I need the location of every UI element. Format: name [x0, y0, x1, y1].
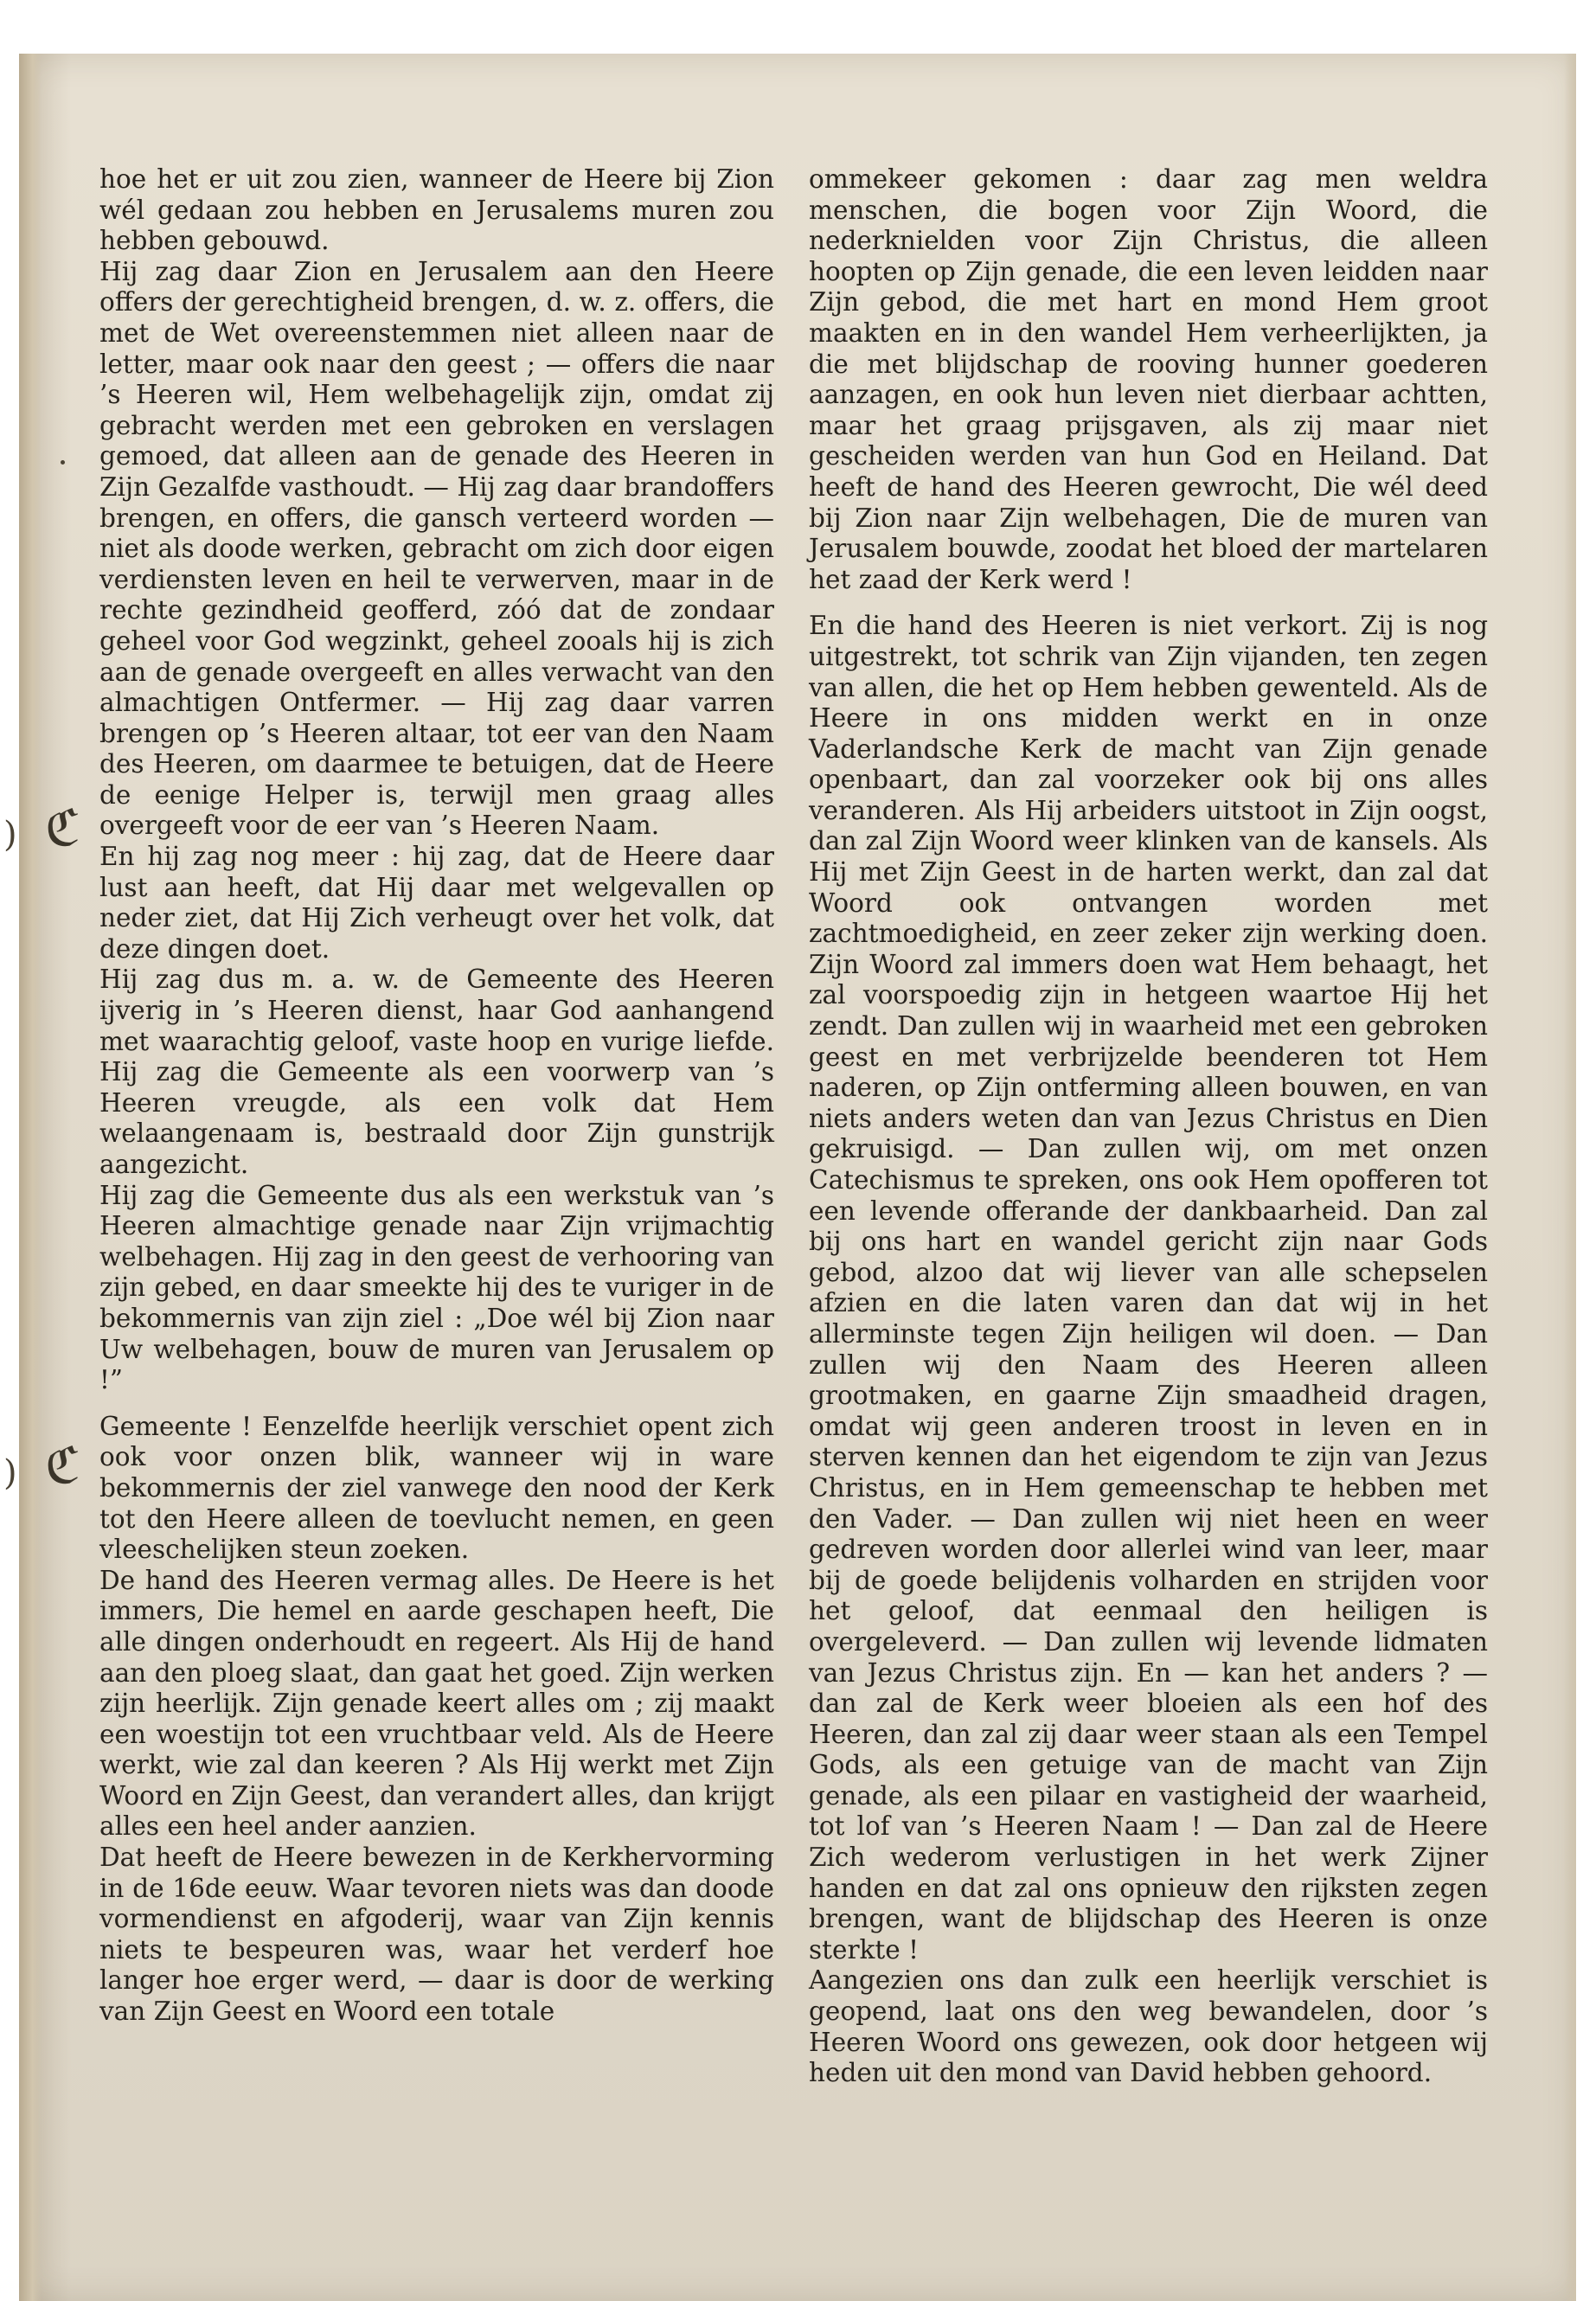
left-column: [99, 164, 774, 2028]
paragraph: Hij zag daar Zion en Jerusalem aan den Heere offers der gerechtigheid brengen, d. w. z. offers, die met de Wet overeenstemmen niet alleen naar de letter, maar ook naar den geest ; — offers die naar ’s Heeren wil, Hem welbehagelijk zijn, omdat zij gebracht werden met een gebroken en verslagen gemoed, dat alleen aan de genade des Heeren in Zijn Gezalfde vasthoudt. — Hij zag daar brandoffers brengen, en offers, die gansch verteerd worden — niet als doode werken, gebracht om zich door eigen verdiensten leven en heil te verwerven, maar in de rechte gezindheid geofferd, zóó dat de zondaar geheel voor God wegzinkt, geheel zooals hij is zich aan de genade overgeeft en alles verwacht van den almachtigen Ontfermer. — Hij zag daar varren brengen op ’s Heeren altaar, tot eer van den Naam des Heeren, om daarmee te betuigen, dat de Heere de eenige Helper is, terwijl men graag alles overgeeft voor de eer van ’s Heeren Naam.: [99, 256, 774, 841]
paragraph: Dat heeft de Heere bewezen in de Kerkhervorming in de 16de eeuw. Waar tevoren niets was dan doode vormendienst en afgoderij, waar van Zijn kennis niets te bespeuren was, waar het verderf hoe langer hoe erger werd, — daar is door de werking van Zijn Geest en Woord een totale: [99, 1843, 774, 2027]
scan-top-band: [0, 0, 1596, 54]
paragraph: Hij zag die Gemeente dus als een werkstuk van ’s Heeren almachtige genade naar Zijn vrijmachtig welbehagen. Hij zag in den geest de verhooring van zijn gebed, en daar smeekte hij des te vuriger in de bekommernis van zijn ziel : „Doe wél bij Zion naar Uw welbehagen, bouw de muren van Jerusalem op !”: [99, 1180, 774, 1395]
margin-paren-2: ): [3, 1453, 17, 1493]
margin-mark-1: ℭ: [45, 798, 80, 857]
paragraph: ommekeer gekomen : daar zag men weldra menschen, die bogen voor Zijn Woord, die nederknielden voor Zijn Christus, die alleen hoopten op Zijn genade, die een leven leidden naar Zijn gebod, die met hart en mond Hem groot maakten en in den wandel Hem verheerlijkten, ja die met blijdschap de rooving hunner goederen aanzagen, en ook hun leven niet dierbaar achtten, maar het graag prijsgaven, als zij maar niet gescheiden werden van hun God en Heiland. Dat heeft de hand des Heeren gewrocht, Die wél deed bij Zion naar Zijn welbehagen, Die de muren van Jerusalem bouwde, zoodat het bloed der martelaren het zaad der Kerk werd !: [809, 164, 1488, 594]
paragraph: De hand des Heeren vermag alles. De Heere is het immers, Die hemel en aarde geschapen heeft, Die alle dingen onderhoudt en regeert. Als Hij de hand aan den ploeg slaat, dan gaat het goed. Zijn werken zijn heerlijk. Zijn genade keert alles om ; zij maakt een woestijn tot een vruchtbaar veld. Als de Heere werkt, wie zal dan keeren ? Als Hij werkt met Zijn Woord en Zijn Geest, dan verandert alles, dan krijgt alles een heel ander aanzien.: [99, 1565, 774, 1842]
margin-dot: [61, 460, 65, 465]
margin-paren-1: ): [3, 815, 17, 855]
paragraph: Aangezien ons dan zulk een heerlijk verschiet is geopend, laat ons den weg bewandelen, door ’s Heeren Woord ons gewezen, ook door hetgeen wij heden uit den mond van David hebben gehoord.: [809, 1965, 1488, 2088]
page-spine-shadow: [19, 54, 42, 2301]
margin-mark-2: ℭ: [45, 1436, 80, 1495]
paragraph: En die hand des Heeren is niet verkort. Zij is nog uitgestrekt, tot schrik van Zijn vijanden, ten zegen van allen, die het op Hem hebben gewenteld. Als de Heere in ons midden werkt en in onze Vaderlandsche Kerk de macht van Zijn genade openbaart, dan zal voorzeker ook bij ons alles veranderen. Als Hij arbeiders uitstoot in Zijn oogst, dan zal Zijn Woord weer klinken van de kansels. Als Hij met Zijn Geest in de harten werkt, dan zal dat Woord ook ontvangen worden met zachtmoedigheid, en zeer zeker zijn werking doen. Zijn Woord zal immers doen wat Hem behaagt, het zal voorspoedig zijn in hetgeen waartoe Hij het zendt. Dan zullen wij in waarheid met een gebroken geest en met verbrijzelde beenderen tot Hem naderen, op Zijn ontferming alleen bouwen, en van niets anders weten dan van Jezus Christus en Dien gekruisigd. — Dan zullen wij, om met onzen Catechismus te spreken, ons ook Hem opofferen tot een levende offerande der dankbaarheid. Dan zal bij ons hart en wandel gericht zijn naar Gods gebod, alzoo dat wij liever van alle schepselen afzien en die laten varen dan dat wij in het allerminste tegen Zijn heiligen wil doen. — Dan zullen wij den Naam des Heeren alleen grootmaken, en gaarne Zijn smaadheid dragen, omdat wij geen anderen troost in leven en in sterven kennen dan het eigendom te zijn van Jezus Christus, en in Hem gemeenschap te hebben met den Vader. — Dan zullen wij niet heen en weer gedreven worden door allerlei wind van leer, maar bij de goede belijdenis volharden en strijden voor het geloof, dat eenmaal den heiligen is overgeleverd. — Dan zullen wij levende lidmaten van Jezus Christus zijn. En — kan het anders ? — dan zal de Kerk weer bloeien als een hof des Heeren, dan zal zij daar weer staan als een Tempel Gods, als een getuige van de macht van Zijn genade, als een pilaar en vastigheid der waarheid, tot lof van ’s Heeren Naam ! — Dan zal de Heere Zich wederom verlustigen in het werk Zijner handen en dat zal ons opnieuw den rijksten zegen brengen, want de blijdschap des Heeren is onze sterkte !: [809, 611, 1488, 1965]
paragraph: hoe het er uit zou zien, wanneer de Heere bij Zion wél gedaan zou hebben en Jerusalems muren zou hebben gebouwd.: [99, 164, 774, 256]
paragraph: En hij zag nog meer : hij zag, dat de Heere daar lust aan heeft, dat Hij daar met welgevallen op neder ziet, dat Hij Zich verheugt over het volk, dat deze dingen doet.: [99, 842, 774, 964]
paragraph: Gemeente ! Eenzelfde heerlijk verschiet opent zich ook voor onzen blik, wanneer wij in ware bekommernis der ziel vanwege den nood der Kerk tot den Heere alleen de toevlucht nemen, en geen vleeschelijken steun zoeken.: [99, 1411, 774, 1565]
right-column: [809, 164, 1488, 2089]
paragraph-gap: [809, 595, 1488, 611]
paragraph-gap: [99, 1396, 774, 1412]
paragraph: Hij zag dus m. a. w. de Gemeente des Heeren ijverig in ’s Heeren dienst, haar God aanhangend met waarachtig geloof, vaste hoop en vurige liefde. Hij zag die Gemeente als een voorwerp van ’s Heeren vreugde, als een volk dat Hem welaangenaam is, bestraald door Zijn gunstrijk aangezicht.: [99, 965, 774, 1179]
page-right-edge: [1564, 54, 1576, 2301]
